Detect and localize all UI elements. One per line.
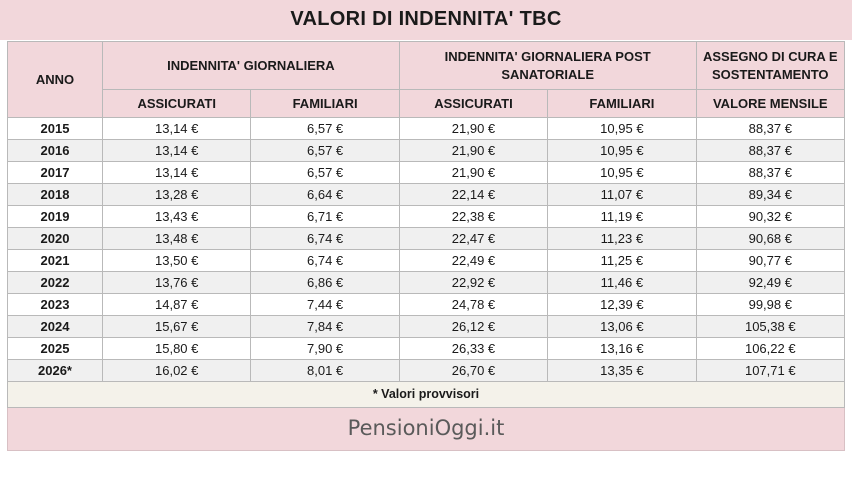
cell-anno: 2017 <box>8 162 103 184</box>
cell-assicurati-2: 22,38 € <box>399 206 547 228</box>
cell-valore-mensile: 88,37 € <box>696 140 844 162</box>
cell-valore-mensile: 105,38 € <box>696 316 844 338</box>
cell-assicurati-1: 13,28 € <box>103 184 251 206</box>
cell-assicurati-1: 15,80 € <box>103 338 251 360</box>
cell-familiari-2: 13,06 € <box>548 316 696 338</box>
cell-assicurati-2: 21,90 € <box>399 162 547 184</box>
cell-valore-mensile: 107,71 € <box>696 360 844 382</box>
cell-familiari-2: 11,46 € <box>548 272 696 294</box>
cell-assicurati-1: 13,14 € <box>103 118 251 140</box>
cell-familiari-1: 6,57 € <box>251 140 399 162</box>
cell-anno: 2022 <box>8 272 103 294</box>
table-row <box>8 294 845 316</box>
page-title: VALORI DI INDENNITA' TBC <box>0 0 852 41</box>
cell-anno: 2016 <box>8 140 103 162</box>
cell-valore-mensile: 89,34 € <box>696 184 844 206</box>
group-header-assegno-cura: ASSEGNO DI CURA E SOSTENTAMENTO <box>696 42 844 90</box>
cell-anno: 2019 <box>8 206 103 228</box>
table-row <box>8 272 845 294</box>
column-header-anno: ANNO <box>8 42 103 118</box>
footnote: * Valori provvisori <box>7 382 845 408</box>
cell-assicurati-1: 16,02 € <box>103 360 251 382</box>
table-body <box>8 118 845 382</box>
cell-anno: 2026* <box>8 360 103 382</box>
table-row <box>8 360 845 382</box>
cell-familiari-1: 8,01 € <box>251 360 399 382</box>
cell-familiari-1: 6,57 € <box>251 118 399 140</box>
table-header <box>8 42 845 118</box>
cell-familiari-1: 6,57 € <box>251 162 399 184</box>
group-header-indennita-post-sanatoriale: INDENNITA' GIORNALIERA POST SANATORIALE <box>399 42 696 90</box>
cell-valore-mensile: 88,37 € <box>696 118 844 140</box>
cell-familiari-2: 11,07 € <box>548 184 696 206</box>
cell-valore-mensile: 106,22 € <box>696 338 844 360</box>
cell-familiari-1: 7,90 € <box>251 338 399 360</box>
cell-anno: 2025 <box>8 338 103 360</box>
column-header-assicurati-1: ASSICURATI <box>103 90 251 118</box>
cell-familiari-2: 10,95 € <box>548 140 696 162</box>
bottom-spacer <box>0 451 852 486</box>
table-header-row-subs <box>8 90 845 118</box>
cell-familiari-1: 7,84 € <box>251 316 399 338</box>
table-row <box>8 250 845 272</box>
cell-assicurati-2: 22,47 € <box>399 228 547 250</box>
cell-assicurati-1: 13,14 € <box>103 140 251 162</box>
cell-anno: 2015 <box>8 118 103 140</box>
table-row <box>8 140 845 162</box>
cell-assicurati-2: 22,49 € <box>399 250 547 272</box>
cell-valore-mensile: 90,32 € <box>696 206 844 228</box>
cell-assicurati-2: 22,92 € <box>399 272 547 294</box>
cell-assicurati-2: 26,70 € <box>399 360 547 382</box>
cell-anno: 2021 <box>8 250 103 272</box>
table-row <box>8 184 845 206</box>
cell-familiari-2: 13,35 € <box>548 360 696 382</box>
cell-familiari-2: 13,16 € <box>548 338 696 360</box>
cell-anno: 2024 <box>8 316 103 338</box>
cell-familiari-2: 10,95 € <box>548 118 696 140</box>
cell-anno: 2018 <box>8 184 103 206</box>
table-row <box>8 338 845 360</box>
cell-assicurati-2: 21,90 € <box>399 118 547 140</box>
cell-assicurati-1: 13,14 € <box>103 162 251 184</box>
table-row <box>8 118 845 140</box>
cell-assicurati-1: 15,67 € <box>103 316 251 338</box>
cell-valore-mensile: 92,49 € <box>696 272 844 294</box>
cell-assicurati-2: 26,33 € <box>399 338 547 360</box>
column-header-familiari-2: FAMILIARI <box>548 90 696 118</box>
cell-valore-mensile: 99,98 € <box>696 294 844 316</box>
cell-anno: 2020 <box>8 228 103 250</box>
cell-familiari-1: 6,74 € <box>251 228 399 250</box>
cell-assicurati-2: 26,12 € <box>399 316 547 338</box>
cell-familiari-1: 6,74 € <box>251 250 399 272</box>
brand-watermark: PensioniOggi.it <box>7 408 845 451</box>
cell-assicurati-1: 14,87 € <box>103 294 251 316</box>
cell-assicurati-2: 24,78 € <box>399 294 547 316</box>
table-row <box>8 162 845 184</box>
cell-familiari-2: 11,23 € <box>548 228 696 250</box>
cell-assicurati-1: 13,50 € <box>103 250 251 272</box>
cell-assicurati-1: 13,76 € <box>103 272 251 294</box>
column-header-assicurati-2: ASSICURATI <box>399 90 547 118</box>
cell-valore-mensile: 88,37 € <box>696 162 844 184</box>
cell-valore-mensile: 90,68 € <box>696 228 844 250</box>
cell-familiari-2: 10,95 € <box>548 162 696 184</box>
group-header-indennita-giornaliera: INDENNITA' GIORNALIERA <box>103 42 400 90</box>
cell-assicurati-2: 21,90 € <box>399 140 547 162</box>
cell-anno: 2023 <box>8 294 103 316</box>
indennita-table <box>7 41 845 382</box>
cell-assicurati-2: 22,14 € <box>399 184 547 206</box>
cell-familiari-1: 6,71 € <box>251 206 399 228</box>
cell-familiari-2: 12,39 € <box>548 294 696 316</box>
table-header-row-groups <box>8 42 845 90</box>
cell-assicurati-1: 13,48 € <box>103 228 251 250</box>
cell-familiari-1: 6,86 € <box>251 272 399 294</box>
cell-valore-mensile: 90,77 € <box>696 250 844 272</box>
cell-familiari-1: 7,44 € <box>251 294 399 316</box>
cell-assicurati-1: 13,43 € <box>103 206 251 228</box>
table-row <box>8 316 845 338</box>
table-row <box>8 228 845 250</box>
column-header-familiari-1: FAMILIARI <box>251 90 399 118</box>
column-header-valore-mensile: VALORE MENSILE <box>696 90 844 118</box>
cell-familiari-1: 6,64 € <box>251 184 399 206</box>
cell-familiari-2: 11,19 € <box>548 206 696 228</box>
cell-familiari-2: 11,25 € <box>548 250 696 272</box>
table-row <box>8 206 845 228</box>
